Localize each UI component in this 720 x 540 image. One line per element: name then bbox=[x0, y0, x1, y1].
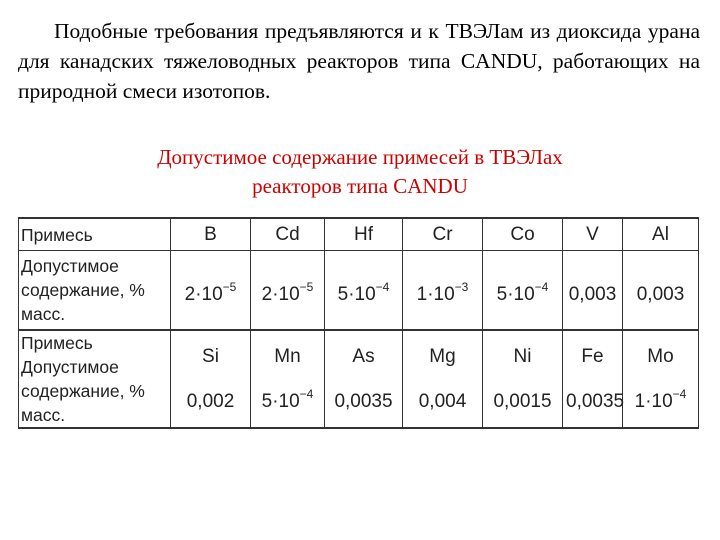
element-value-cell bbox=[171, 330, 251, 428]
element-symbol: Mn bbox=[274, 345, 301, 367]
element-symbol: Si bbox=[202, 345, 219, 367]
value-mantissa: 0,003 bbox=[636, 284, 685, 305]
element-symbol: Ni bbox=[513, 345, 532, 367]
table-row bbox=[19, 251, 699, 331]
table-row bbox=[19, 218, 699, 251]
value-mantissa: 0,002 bbox=[186, 390, 235, 412]
element-cell: Co bbox=[483, 218, 563, 251]
element-cell: Cd bbox=[251, 218, 325, 251]
table-row bbox=[19, 330, 699, 428]
caption-line-1: Допустимое содержание примесей в ТВЭЛах bbox=[157, 145, 563, 169]
value-mantissa: 5·10 bbox=[496, 284, 535, 305]
value-cell bbox=[251, 251, 325, 331]
value-mantissa: 2·10 bbox=[261, 284, 300, 305]
value-mantissa: 5·10 bbox=[337, 284, 376, 305]
element-value-cell bbox=[563, 330, 623, 428]
table-caption bbox=[0, 143, 720, 201]
intro-paragraph: Подобные требования предъявляются и к ТВЭЛам из диоксида урана для канадских тяжеловодных реакторов типа CANDU, работающих на природной смеси изотопов. bbox=[18, 19, 700, 103]
exponent: −3 bbox=[454, 280, 469, 294]
element-cell: V bbox=[563, 218, 623, 251]
row-value-label: Допустимое содержание, % масс. bbox=[19, 251, 171, 331]
element-value-cell bbox=[403, 330, 483, 428]
element-symbol: Mo bbox=[647, 345, 674, 367]
row-header-label: Примесь bbox=[19, 218, 171, 251]
value-mantissa: 0,003 bbox=[568, 284, 617, 305]
value-mantissa: 0,004 bbox=[418, 390, 467, 412]
exponent: −4 bbox=[672, 386, 687, 401]
row-value-label: Допустимое содержание, % масс. bbox=[21, 357, 145, 425]
element-cell: Al bbox=[623, 218, 699, 251]
value-mantissa: 0,0035 bbox=[334, 390, 393, 412]
value-mantissa: 1·10 bbox=[416, 284, 455, 305]
exponent: −5 bbox=[299, 280, 314, 294]
exponent: −4 bbox=[534, 280, 549, 294]
value-mantissa: 1·10 bbox=[634, 390, 673, 412]
value-cell bbox=[403, 251, 483, 331]
value-mantissa: 0,0015 bbox=[493, 390, 552, 412]
value-cell bbox=[623, 251, 699, 331]
value-mantissa: 2·10 bbox=[184, 284, 223, 305]
element-cell: Hf bbox=[325, 218, 403, 251]
value-mantissa: 5·10 bbox=[261, 390, 300, 412]
value-mantissa: 0,0035 bbox=[566, 390, 625, 412]
exponent: −4 bbox=[375, 280, 390, 294]
value-cell bbox=[483, 251, 563, 331]
value-cell bbox=[563, 251, 623, 331]
element-value-cell bbox=[325, 330, 403, 428]
value-cell bbox=[171, 251, 251, 331]
value-cell bbox=[325, 251, 403, 331]
element-value-cell bbox=[623, 330, 699, 428]
element-cell: Cr bbox=[403, 218, 483, 251]
exponent: −4 bbox=[299, 386, 314, 401]
element-symbol: Mg bbox=[429, 345, 456, 367]
row-header-label: Примесь bbox=[21, 333, 93, 353]
element-symbol: Fe bbox=[581, 345, 604, 367]
exponent: −5 bbox=[222, 280, 237, 294]
element-value-cell bbox=[483, 330, 563, 428]
row-label-combined bbox=[19, 330, 171, 428]
impurity-table bbox=[18, 217, 699, 429]
element-cell: B bbox=[171, 218, 251, 251]
element-symbol: As bbox=[352, 345, 375, 367]
caption-line-2: реакторов типа CANDU bbox=[252, 174, 468, 198]
element-value-cell bbox=[251, 330, 325, 428]
